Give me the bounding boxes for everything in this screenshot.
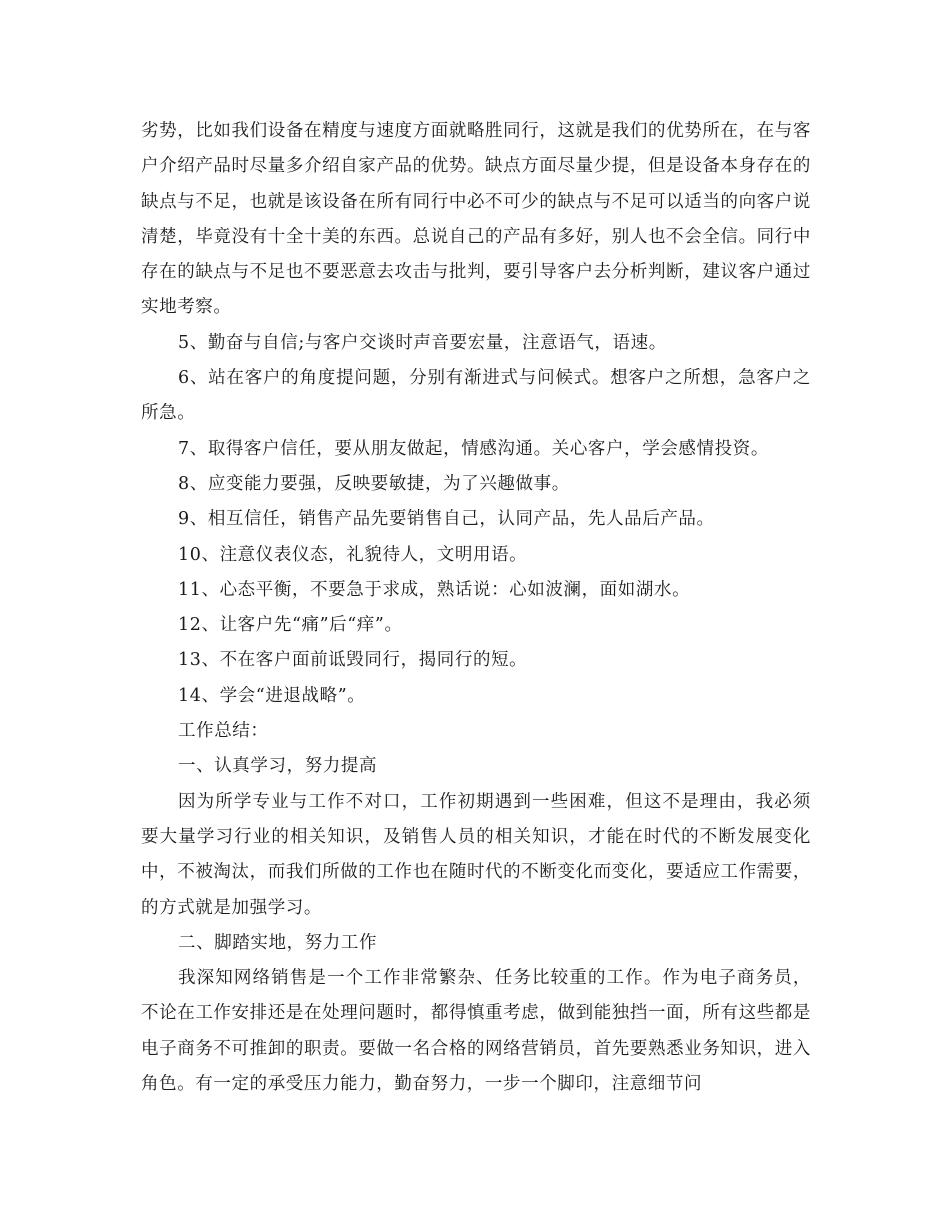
paragraph: 8、应变能力要强，反映要敏捷，为了兴趣做事。 [178,473,570,494]
paragraph: 6、站在客户的角度提问题，分别有渐进式与问候式。想客户之所想，急客户之所急。 [141,368,811,424]
section-heading: 工作总结： [178,721,269,742]
paragraph: 13、不在客户面前诋毁同行，揭同行的短。 [178,650,528,671]
section-heading: 二、脚踏实地，努力工作 [178,932,378,953]
paragraph: 7、取得客户信任，要从朋友做起，情感沟通。关心客户，学会感情投资。 [178,438,769,459]
paragraph: 因为所学专业与工作不对口，工作初期遇到一些困难，但这不是理由，我必须要大量学习行业的相关知识，及销售人员的相关知识，才能在时代的不断发展变化中，不被淘汰，而我们所做的工作也在随时代的不断变化而变化，要适应工作需要，的方式就是加强学习。 [141,791,811,918]
paragraph: 我深知网络销售是一个工作非常繁杂、任务比较重的工作。作为电子商务员，不论在工作安排还是在处理问题时，都得慎重考虑，做到能独挡一面，所有这些都是电子商务不可推卸的职责。要做一名合格的网络营销员，首先要熟悉业务知识，进入角色。有一定的承受压力能力，勤奋努力，一步一个脚印，注意细节问 [141,968,811,1095]
paragraph: 11、心态平衡，不要急于求成，熟话说：心如波澜，面如湖水。 [178,579,691,600]
paragraph: 10、注意仪表仪态，礼貌待人，文明用语。 [178,544,528,565]
paragraph: 9、相互信任，销售产品先要销售自己，认同产品，先人品后产品。 [178,509,715,530]
paragraph: 5、勤奋与自信;与客户交谈时声音要宏量，注意语气，语速。 [178,332,667,353]
document-body [141,114,811,1102]
paragraph: 劣势，比如我们设备在精度与速度方面就略胜同行，这就是我们的优势所在，在与客户介绍产品时尽量多介绍自家产品的优势。缺点方面尽量少提，但是设备本身存在的缺点与不足，也就是该设备在所有同行中必不可少的缺点与不足可以适当的向客户说清楚，毕竟没有十全十美的东西。总说自己的产品有多好，别人也不会全信。同行中存在的缺点与不足也不要恶意去攻击与批判，要引导客户去分析判断，建议客户通过实地考察。 [141,121,811,318]
paragraph: 14、学会“进退战略”。 [178,685,366,706]
paragraph: 12、让客户先“痛”后“痒”。 [178,615,403,636]
section-heading: 一、认真学习，努力提高 [178,756,378,777]
